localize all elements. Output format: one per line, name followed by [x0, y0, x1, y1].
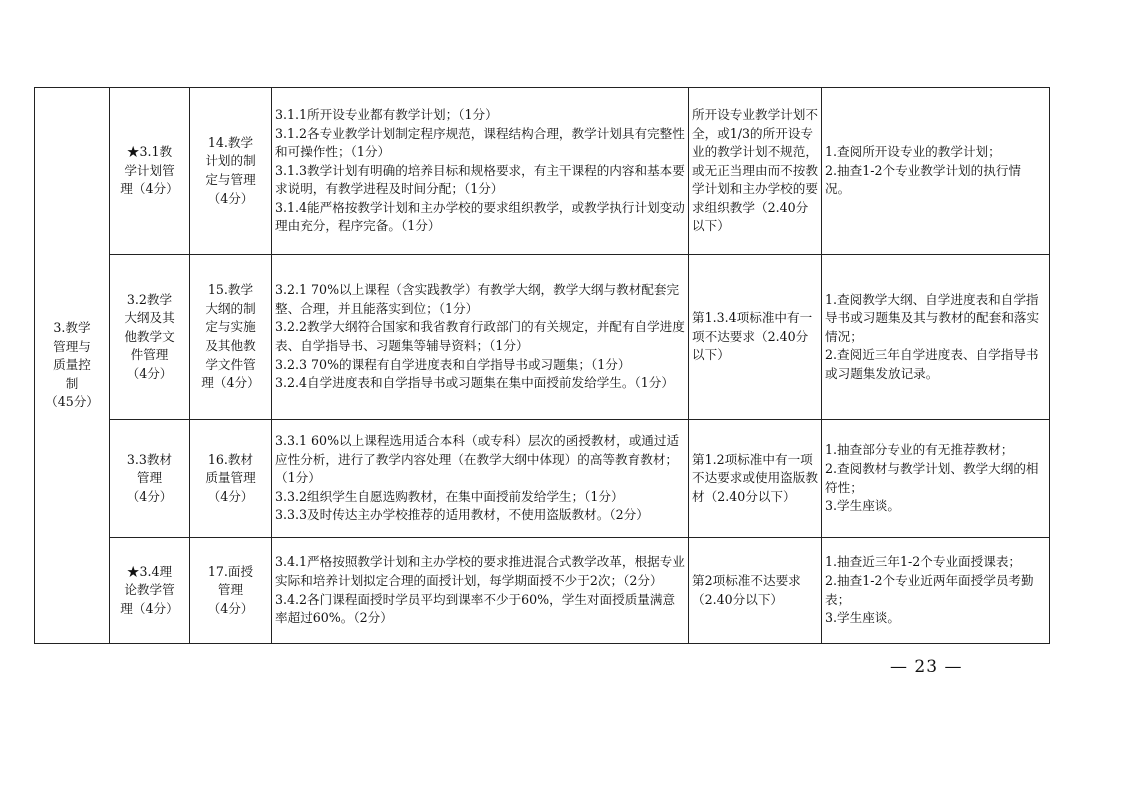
- indicator-cell: [190, 88, 272, 255]
- indicator-label: 16.教材 质量管理 （4分）: [205, 451, 256, 504]
- method-item: 1.抽查部分专业的有无推荐教材；: [825, 442, 1014, 458]
- standard-item: 3.2.3 70%的课程有自学进度表和自学指导书或习题集；（1分）: [275, 356, 631, 372]
- indicator-cell: [190, 538, 272, 644]
- method-item: 2.抽查1-2个专业教学计划的执行情况。: [825, 162, 1022, 197]
- indicator-cell: [190, 420, 272, 538]
- method-item: 3.学生座谈。: [825, 610, 900, 626]
- evaluation-table: [34, 87, 1050, 644]
- standards-cell: [272, 88, 689, 255]
- standard-item: 3.2.4自学进度表和自学指导书或习题集在集中面授前发给学生。（1分）: [275, 375, 674, 391]
- deduction-text: 第1.2项标准中有一项不达要求或使用盗版教材（2.40分以下）: [692, 451, 818, 504]
- standard-item: 3.4.1严格按照教学计划和主办学校的要求推进混合式教学改革，根据专业实际和培养计划拟定合理的面授计划，每学期面授不少于2次；（2分）: [275, 554, 685, 588]
- category-label: 3.教学 管理与 质量控 制 （45分）: [45, 320, 99, 410]
- standard-item: 3.1.2各专业教学计划制定程序规范，课程结构合理，教学计划具有完整性和可操作性；（1分）: [275, 125, 685, 160]
- standard-item: 3.3.3及时传达主办学校推荐的适用教材，不使用盗版教材。（2分）: [275, 507, 649, 523]
- method-item: 2.抽查1-2个专业近两年面授学员考勤表；: [825, 572, 1034, 607]
- indicator-cell: [190, 255, 272, 420]
- indicator-label: 14.教学 计划的制 定与管理 （4分）: [205, 134, 256, 206]
- standards-cell: [272, 420, 689, 538]
- item-label: ★3.1教 学计划管 理（4分）: [120, 144, 179, 197]
- standards-cell: [272, 255, 689, 420]
- indicator-label: 17.面授 管理 （4分）: [207, 563, 254, 616]
- deduction-cell: [689, 420, 822, 538]
- item-label: ★3.4理 论教学管 理（4分）: [120, 563, 179, 616]
- item-cell: [110, 88, 190, 255]
- standard-item: 3.2.2教学大纲符合国家和我省教育行政部门的有关规定，并配有自学进度表、自学指导书、习题集等辅导资料；（1分）: [275, 319, 685, 353]
- table-row: [35, 88, 1050, 255]
- standard-item: 3.3.2组织学生自愿选购教材，在集中面授前发给学生；（1分）: [275, 488, 624, 504]
- method-item: 1.抽查近三年1-2个专业面授课表；: [825, 554, 1022, 570]
- deduction-text: 第2项标准不达要求（2.40分以下）: [692, 572, 801, 607]
- deduction-text: 所开设专业教学计划不全，或1/3的所开设专业的教学计划不规范，或无正当理由而不按教学计划和主办学校的要求组织教学（2.40分以下）: [692, 106, 818, 234]
- deduction-cell: [689, 538, 822, 644]
- item-cell: [110, 538, 190, 644]
- item-label: 3.2教学 大纲及其 他教学文 件管理 （4分）: [124, 291, 175, 381]
- method-item: 2.查阅近三年自学进度表、自学指导书或习题集发放记录。: [825, 347, 1039, 381]
- method-item: 3.学生座谈。: [825, 498, 900, 514]
- standard-item: 3.4.2各门课程面授时学员平均到课率不少于60%，学生对面授质量满意率超过60%。（2分）: [275, 591, 676, 626]
- page-number: — 23 —: [890, 657, 963, 677]
- item-cell: [110, 420, 190, 538]
- deduction-cell: [689, 255, 822, 420]
- method-item: 1.查阅所开设专业的教学计划；: [825, 144, 1001, 160]
- standards-cell: [272, 538, 689, 644]
- category-cell: [35, 88, 110, 644]
- item-label: 3.3教材 管理 （4分）: [126, 451, 173, 504]
- methods-cell: [822, 538, 1050, 644]
- standard-item: 3.1.1所开设专业都有教学计划；（1分）: [275, 106, 498, 122]
- standard-item: 3.3.1 60%以上课程选用适合本科（或专科）层次的函授教材，或通过适应性分析，进行了教学内容处理（在教学大纲中体现）的高等教育教材；（1分）: [275, 433, 680, 486]
- methods-cell: [822, 88, 1050, 255]
- table-row: [35, 538, 1050, 644]
- method-item: 2.查阅教材与教学计划、教学大纲的相符性；: [825, 460, 1039, 495]
- deduction-cell: [689, 88, 822, 255]
- standard-item: 3.2.1 70%以上课程（含实践教学）有教学大纲，教学大纲与教材配套完整、合理，并且能落实到位；（1分）: [275, 282, 680, 316]
- standard-item: 3.1.3教学计划有明确的培养目标和规格要求，有主干课程的内容和基本要求说明，有教学进程及时间分配；（1分）: [275, 162, 685, 197]
- standard-item: 3.1.4能严格按教学计划和主办学校的要求组织教学，或教学执行计划变动理由充分，程序完备。（1分）: [275, 199, 685, 234]
- method-item: 1.查阅教学大纲、自学进度表和自学指导书或习题集及其与教材的配套和落实情况；: [825, 291, 1040, 344]
- methods-cell: [822, 420, 1050, 538]
- table-row: [35, 420, 1050, 538]
- indicator-label: 15.教学 大纲的制 定与实施 及其他教 学文件管 理（4分）: [201, 282, 260, 391]
- table-row: [35, 255, 1050, 420]
- deduction-text: 第1.3.4项标准中有一项不达要求（2.40分以下）: [692, 310, 813, 363]
- methods-cell: [822, 255, 1050, 420]
- item-cell: [110, 255, 190, 420]
